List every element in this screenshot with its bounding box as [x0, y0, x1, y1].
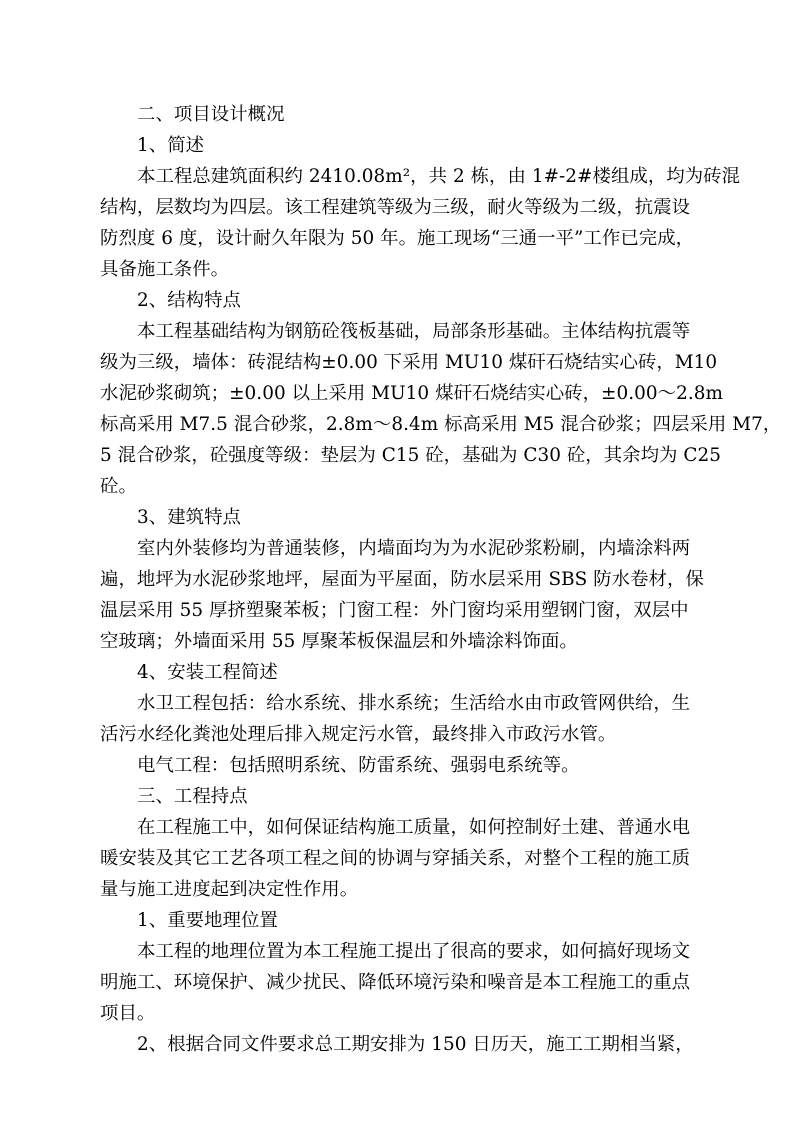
- text-line: 级为三级，墙体：砖混结构±0.00 下采用 MU10 煤矸石烧结实心砖，M10: [100, 352, 718, 373]
- text-line: 活污水经化粪池处理后排入规定污水管，最终排入市政污水管。: [100, 724, 617, 745]
- paragraph-structure: [100, 316, 782, 502]
- text-line: 明施工、环境保护、减少扰民、降低环境污染和噪音是本工程施工的重点: [100, 972, 691, 993]
- text-line: 本工程总建筑面积约 2410.08m²，共 2 栋，由 1#-2#楼组成，均为砖混: [137, 166, 741, 187]
- text-line: 遍，地坪为水泥砂浆地坪，屋面为平屋面，防水层采用 SBS 防水卷材，保: [100, 569, 704, 590]
- subsection-heading: 1、简述: [137, 135, 205, 156]
- paragraph-characteristics: [100, 812, 694, 905]
- text-line: 暖安装及其它工艺各项工程之间的协调与穿插关系，对整个工程的施工质: [100, 848, 691, 869]
- text-line: 空玻璃；外墙面采用 55 厚聚苯板保温层和外墙涂料饰面。: [100, 631, 578, 652]
- text-line: 结构，层数均为四层。该工程建筑等级为三级，耐火等级为二级，抗震设: [100, 197, 691, 218]
- text-line: 量与施工进度起到决定性作用。: [100, 879, 359, 900]
- text-line: 项目。: [100, 1003, 156, 1024]
- text-line: 防烈度 6 度，设计耐久年限为 50 年。施工现场“三通一平”工作已完成，: [100, 228, 695, 249]
- text-line: 室内外装修均为普通装修，内墙面均为为水泥砂浆粉刷，内墙涂料两: [137, 538, 691, 559]
- text-line: 砼。: [100, 476, 137, 497]
- text-line: 在工程施工中，如何保证结构施工质量，如何控制好土建、普通水电: [137, 817, 691, 838]
- subsection-heading: 3、建筑特点: [137, 507, 241, 528]
- text-line: 具备施工条件。: [100, 259, 230, 280]
- text-line: 2、根据合同文件要求总工期安排为 150 日历天，施工工期相当紧，: [137, 1034, 694, 1055]
- text-line: 水泥砂浆砌筑；±0.00 以上采用 MU10 煤矸石烧结实心砖，±0.00～2.8m: [100, 383, 723, 404]
- paragraph-architecture: [100, 533, 704, 657]
- text-line: 电气工程：包括照明系统、防雷系统、强弱电系统等。: [137, 755, 580, 776]
- paragraph-plumbing: [100, 688, 694, 750]
- section-heading: 二、项目设计概况: [137, 104, 285, 125]
- text-line: 标高采用 M7.5 混合砂浆，2.8m～8.4m 标高采用 M5 混合砂浆；四层采用 M7，: [100, 414, 782, 435]
- text-line: 水卫工程包括：给水系统、排水系统；生活给水由市政管网供给，生: [137, 693, 691, 714]
- section-heading: 三、工程持点: [137, 786, 248, 807]
- paragraph-overview: [100, 161, 741, 285]
- text-line: 本工程基础结构为钢筋砼筏板基础，局部条形基础。主体结构抗震等: [137, 321, 691, 342]
- paragraph-location: [100, 936, 694, 1029]
- subsection-heading: 2、结构特点: [137, 290, 241, 311]
- text-line: 温层采用 55 厚挤塑聚苯板；门窗工程：外门窗均采用塑钢门窗，双层中: [100, 600, 689, 621]
- paragraph-electrical: [100, 750, 694, 781]
- text-line: 本工程的地理位置为本工程施工提出了很高的要求，如何搞好现场文: [137, 941, 691, 962]
- subsection-heading: 1、重要地理位置: [137, 910, 278, 931]
- paragraph-schedule: [100, 1029, 694, 1060]
- subsection-heading: 4、安装工程简述: [137, 662, 278, 683]
- document-body: [100, 99, 782, 1060]
- text-line: 5 混合砂浆，砼强度等级：垫层为 C15 砼，基础为 C30 砼，其余均为 C25: [100, 445, 722, 466]
